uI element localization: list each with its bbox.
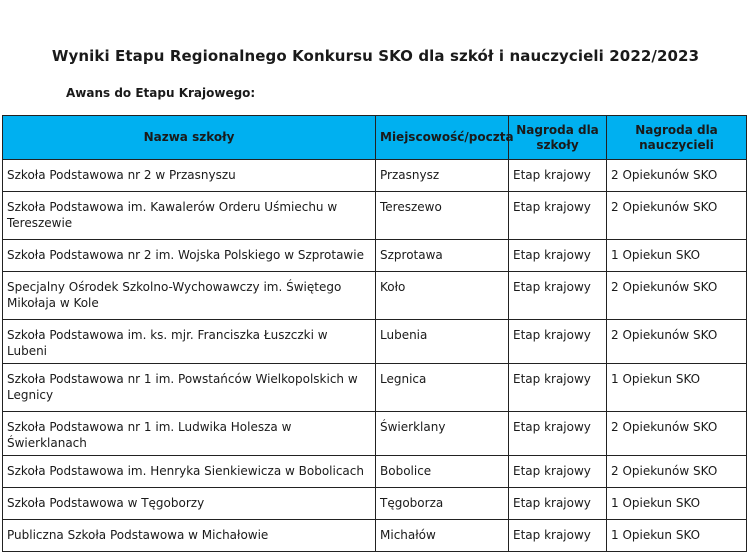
cell-school-name: Szkoła Podstawowa nr 1 im. Ludwika Holesza w Świerklanach: [3, 412, 376, 456]
cell-school-award: Etap krajowy: [509, 240, 607, 272]
cell-location: Tereszewo: [376, 192, 509, 240]
header-teacher-award: Nagroda dla nauczycieli: [607, 116, 747, 160]
cell-school-award: Etap krajowy: [509, 364, 607, 412]
header-school-name: Nazwa szkoły: [3, 116, 376, 160]
cell-school-award: Etap krajowy: [509, 320, 607, 364]
cell-location: Koło: [376, 272, 509, 320]
cell-school-award: Etap krajowy: [509, 160, 607, 192]
table-row: [3, 192, 747, 240]
cell-school-name: Szkoła Podstawowa w Tęgoborzy: [3, 488, 376, 520]
cell-location: Michałów: [376, 520, 509, 552]
cell-location: Szprotawa: [376, 240, 509, 272]
cell-location: Legnica: [376, 364, 509, 412]
cell-teacher-award: 2 Opiekunów SKO: [607, 412, 747, 456]
cell-teacher-award: 1 Opiekun SKO: [607, 364, 747, 412]
cell-school-award: Etap krajowy: [509, 520, 607, 552]
table-row: [3, 364, 747, 412]
table-row: [3, 240, 747, 272]
table-header-row: [3, 116, 747, 160]
table-row: [3, 456, 747, 488]
cell-teacher-award: 2 Opiekunów SKO: [607, 160, 747, 192]
cell-school-name: Specjalny Ośrodek Szkolno-Wychowawczy im. Świętego Mikołaja w Kole: [3, 272, 376, 320]
cell-school-name: Szkoła Podstawowa im. Henryka Sienkiewicza w Bobolicach: [3, 456, 376, 488]
cell-teacher-award: 2 Opiekunów SKO: [607, 272, 747, 320]
cell-teacher-award: 2 Opiekunów SKO: [607, 320, 747, 364]
table-row: [3, 160, 747, 192]
cell-school-name: Szkoła Podstawowa nr 2 im. Wojska Polskiego w Szprotawie: [3, 240, 376, 272]
table-row: [3, 272, 747, 320]
table-row: [3, 412, 747, 456]
table-row: [3, 320, 747, 364]
cell-teacher-award: 2 Opiekunów SKO: [607, 192, 747, 240]
cell-school-name: Szkoła Podstawowa nr 2 w Przasnyszu: [3, 160, 376, 192]
header-school-award: Nagroda dla szkoły: [509, 116, 607, 160]
cell-teacher-award: 1 Opiekun SKO: [607, 488, 747, 520]
cell-teacher-award: 1 Opiekun SKO: [607, 240, 747, 272]
cell-location: Świerklany: [376, 412, 509, 456]
table-row: [3, 488, 747, 520]
cell-school-award: Etap krajowy: [509, 456, 607, 488]
table-row: [3, 520, 747, 552]
section-subtitle: Awans do Etapu Krajowego:: [66, 86, 256, 100]
cell-school-name: Szkoła Podstawowa im. ks. mjr. Franciszka Łuszczki w Lubeni: [3, 320, 376, 364]
cell-location: Lubenia: [376, 320, 509, 364]
header-location: Miejscowość/poczta: [376, 116, 509, 160]
cell-location: Tęgoborza: [376, 488, 509, 520]
cell-school-name: Szkoła Podstawowa nr 1 im. Powstańców Wielkopolskich w Legnicy: [3, 364, 376, 412]
cell-school-award: Etap krajowy: [509, 272, 607, 320]
cell-location: Bobolice: [376, 456, 509, 488]
document-title: Wyniki Etapu Regionalnego Konkursu SKO dla szkół i nauczycieli 2022/2023: [51, 47, 700, 65]
cell-school-award: Etap krajowy: [509, 412, 607, 456]
cell-teacher-award: 1 Opiekun SKO: [607, 520, 747, 552]
cell-school-award: Etap krajowy: [509, 488, 607, 520]
cell-school-name: Publiczna Szkoła Podstawowa w Michałowie: [3, 520, 376, 552]
results-table: [2, 115, 747, 552]
cell-school-award: Etap krajowy: [509, 192, 607, 240]
cell-location: Przasnysz: [376, 160, 509, 192]
cell-school-name: Szkoła Podstawowa im. Kawalerów Orderu Uśmiechu w Tereszewie: [3, 192, 376, 240]
cell-teacher-award: 2 Opiekunów SKO: [607, 456, 747, 488]
